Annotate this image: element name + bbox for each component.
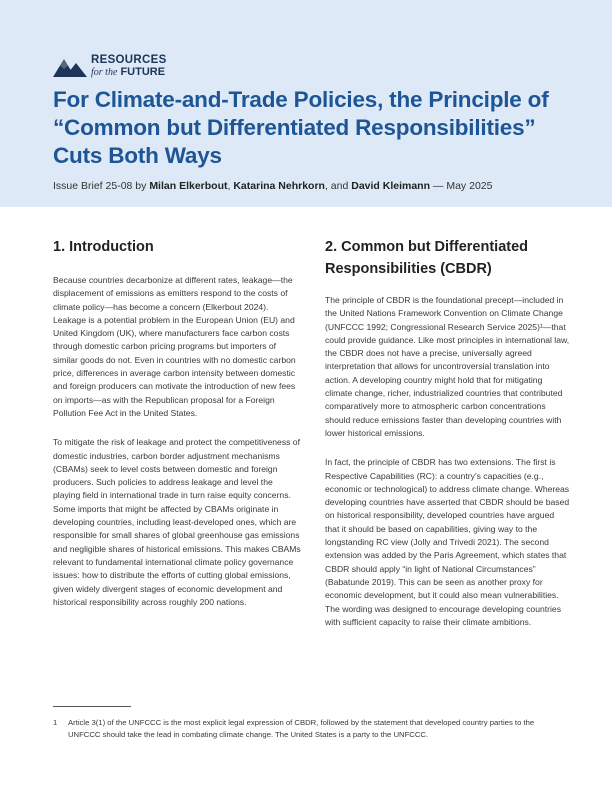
section-heading-introduction: 1. Introduction <box>53 239 154 255</box>
logo-for-the: for the <box>91 67 118 78</box>
byline-sep-2: , and <box>324 180 352 192</box>
logo-wordmark-resources: RESOURCES <box>91 54 167 66</box>
byline-sep-1: , <box>227 180 234 192</box>
logo-future: FUTURE <box>120 66 166 78</box>
issue-label: Issue Brief 25-08 by <box>53 180 150 192</box>
intro-paragraph-2: To mitigate the risk of leakage and protect the competitiveness of domestic industries, carbon border adjustment mechanisms (CBAMs) seek to level costs between domestic and foreign producers. Such policies to address leakage and level the playing field in international trade in turn raise equity concerns. Some imports that might be affected by CBAMs originate in developing countries, including least-developed ones, which are responsible for small shares of global greenhouse gas emissions and negligible shares of historical emissions. This makes CBAMs relevant to fundamental international climate policy governance issues: how to distribute the efforts of cutting global emissions, given widely divergent stages of economic development and historical responsibility across roughly 200 nations. <box>53 437 301 607</box>
publication-date: — May 2025 <box>430 180 493 192</box>
byline <box>53 180 583 192</box>
cbdr-paragraph-1: The principle of CBDR is the foundational precept—included in the United Nations Framework Convention on Climate Change (UNFCCC 1992; Congressional Research Service 2025)¹—that could provide guidance. Like most principles in international law, the CBDR does not have a precise, universally agreed interpretation that allows for uncontroversial translation into action. A developing country might hold that for mitigating climate change, richer, industrialized countries that contributed comparatively more to atmospheric carbon concentrations should reduce emissions faster than developing countries with lower historical emissions. <box>325 295 570 438</box>
footnote-number: 1 <box>53 718 58 727</box>
intro-paragraph-1: Because countries decarbonize at different rates, leakage—the displacement of emissions as emitters respond to the costs of climate policy—has become a concern (Elkerbout 2024). Leakage is a potential problem in the European Union (EU) and United Kingdom (UK), where manufacturers face carbon costs through domestic carbon pricing programs but importers of similar goods do not. Even in countries with no domestic carbon price, differences in average carbon intensity between domestic and foreign producers can motivate the introduction of new fees on imports—as with the Republican proposal for a Foreign Pollution Fee Act in the United States. <box>53 275 296 418</box>
column-right <box>325 236 570 645</box>
rff-logo[interactable] <box>53 54 193 80</box>
page-title: For Climate-and-Trade Policies, the Principle of “Common but Differentiated Responsibilities” Cuts Both Ways <box>53 87 549 168</box>
footnote-text: Article 3(1) of the UNFCCC is the most explicit legal expression of CBDR, followed by the statement that developed country parties to the UNFCCC should take the lead in combating climate change. The United States is a party to the UNFCCC. <box>68 718 535 739</box>
logo-wordmark-future <box>91 66 165 78</box>
author-kleimann: David Kleimann <box>351 180 431 192</box>
section-heading-cbdr: 2. Common but Differentiated Responsibilities (CBDR) <box>325 239 529 277</box>
column-left <box>53 236 301 625</box>
author-nehrkorn: Katarina Nehrkorn <box>233 180 325 192</box>
cbdr-paragraph-2: In fact, the principle of CBDR has two extensions. The first is Respective Capabilities (RC): a country's capacities (e.g., economic or technological) to address climate change. Whereas developing countries have asserted that CBDR should be based on historical responsibility, developed countries have argued that it should be based on capabilities, giving way to the longstanding RC view (Jolly and Trivedi 2021). The second extension was added by the Paris Agreement, which states that CBDR should apply “in light of National Circumstances” (Babatunde 2019). This can be seen as another proxy for economic development, but it could also mean vulnerabilities. The wording was designed to encourage developing countries with sufficient capacity to raise their climate ambitions. <box>325 457 570 627</box>
footnote-divider <box>53 706 131 707</box>
mountain-logo-icon <box>53 57 87 77</box>
author-elkerbout: Milan Elkerbout <box>149 180 228 192</box>
